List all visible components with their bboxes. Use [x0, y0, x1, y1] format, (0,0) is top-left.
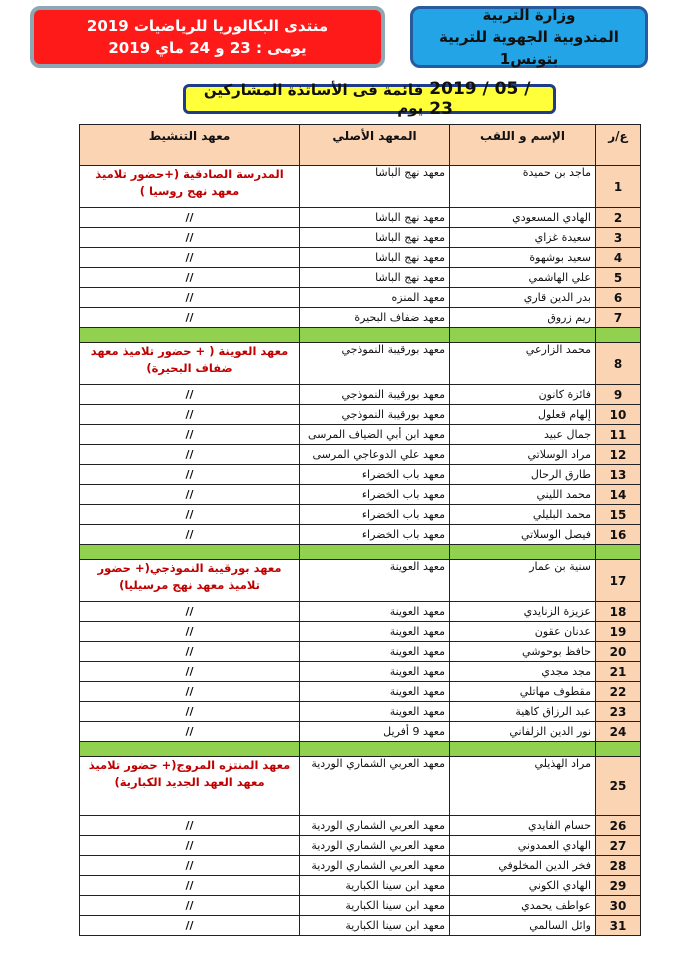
participant-name: محمد الزارعي [450, 343, 596, 385]
table-row [80, 465, 641, 485]
table-row [80, 642, 641, 662]
table-row [80, 248, 641, 268]
table-row [80, 308, 641, 328]
list-date: 2019 / 05 / 23 [429, 79, 531, 119]
original-school: معهد العربي الشماري الوردية [300, 757, 450, 816]
participant-name: محمد الليني [450, 485, 596, 505]
activity-school: // [80, 622, 300, 642]
row-number: 20 [596, 642, 641, 662]
original-school: معهد بورقيبة النموذجي [300, 385, 450, 405]
activity-school: // [80, 248, 300, 268]
table-row [80, 602, 641, 622]
forum-title: منتدى البكالوريا للرياضيات 2019 [86, 17, 329, 35]
row-number: 23 [596, 702, 641, 722]
original-school: معهد العوينة [300, 662, 450, 682]
activity-school: // [80, 602, 300, 622]
table-row [80, 288, 641, 308]
participant-name: الهادي الكوني [450, 876, 596, 896]
original-school: معهد العوينة [300, 682, 450, 702]
participant-name: مراد الوسلاتي [450, 445, 596, 465]
participant-name: عبد الرزاق كاهية [450, 702, 596, 722]
activity-school: // [80, 896, 300, 916]
header-activity-school: معهد التنشيط [80, 125, 300, 166]
table-row [80, 166, 641, 208]
list-title-box [183, 79, 556, 119]
row-number: 14 [596, 485, 641, 505]
activity-school: // [80, 288, 300, 308]
activity-school [80, 560, 300, 602]
table-row [80, 208, 641, 228]
table-header-row [80, 125, 641, 166]
activity-school [80, 343, 300, 385]
row-number: 17 [596, 560, 641, 602]
activity-school: // [80, 702, 300, 722]
row-number: 26 [596, 816, 641, 836]
table-row [80, 702, 641, 722]
original-school: معهد باب الخضراء [300, 505, 450, 525]
original-school: معهد العوينة [300, 702, 450, 722]
activity-school-highlight: معهد المنتزه المروج(+ حضور تلاميذ معهد العهد الجديد الكبارية) [88, 758, 291, 789]
header-num: ع/ر [596, 125, 641, 166]
table-row [80, 836, 641, 856]
row-number: 10 [596, 405, 641, 425]
participant-name: عزيزة الزنايدي [450, 602, 596, 622]
participant-name: جمال عبيد [450, 425, 596, 445]
separator-cell [300, 545, 450, 560]
original-school: معهد بورقيبة النموذجي [300, 343, 450, 385]
row-number: 8 [596, 343, 641, 385]
original-school: معهد ابن سينا الكبارية [300, 916, 450, 936]
activity-school: // [80, 836, 300, 856]
original-school: معهد العربي الشماري الوردية [300, 836, 450, 856]
activity-school-highlight: معهد بورقيبة النموذجي(+ حضور تلاميذ معهد نهج مرسيليا) [97, 561, 282, 592]
row-number: 11 [596, 425, 641, 445]
participant-name: الهادي المسعودي [450, 208, 596, 228]
row-number: 16 [596, 525, 641, 545]
table-row [80, 405, 641, 425]
participant-name: سعيدة غزاي [450, 228, 596, 248]
row-number: 3 [596, 228, 641, 248]
list-title: قائمة فى الأساتذة المشاركين يوم [203, 81, 424, 117]
participant-name: حسام الفايدي [450, 816, 596, 836]
row-number: 30 [596, 896, 641, 916]
row-number: 27 [596, 836, 641, 856]
original-school: معهد باب الخضراء [300, 525, 450, 545]
original-school: معهد نهج الباشا [300, 166, 450, 208]
separator-cell [450, 545, 596, 560]
row-number: 5 [596, 268, 641, 288]
ministry-name: وزارة التربية [482, 6, 576, 24]
participant-name: ماجد بن حميدة [450, 166, 596, 208]
table-row [80, 816, 641, 836]
original-school: معهد 9 أفريل [300, 722, 450, 742]
activity-school: // [80, 662, 300, 682]
row-number: 9 [596, 385, 641, 405]
row-number: 2 [596, 208, 641, 228]
header-original-school: المعهد الأصلي [300, 125, 450, 166]
original-school: معهد العربي الشماري الوردية [300, 856, 450, 876]
activity-school: // [80, 525, 300, 545]
forum-dates: يومى : 23 و 24 ماي 2019 [108, 39, 307, 57]
table-row [80, 485, 641, 505]
group-separator-row [80, 742, 641, 757]
table-row [80, 268, 641, 288]
row-number: 19 [596, 622, 641, 642]
table-row [80, 682, 641, 702]
original-school: معهد نهج الباشا [300, 208, 450, 228]
separator-cell [80, 328, 300, 343]
separator-cell [80, 742, 300, 757]
activity-school [80, 166, 300, 208]
separator-cell [450, 328, 596, 343]
original-school: معهد نهج الباشا [300, 248, 450, 268]
separator-cell [596, 742, 641, 757]
activity-school: // [80, 876, 300, 896]
participant-name: إلهام قعلول [450, 405, 596, 425]
table-row [80, 722, 641, 742]
activity-school: // [80, 856, 300, 876]
activity-school: // [80, 208, 300, 228]
activity-school: // [80, 816, 300, 836]
table-row [80, 757, 641, 816]
original-school: معهد العوينة [300, 642, 450, 662]
activity-school-highlight: معهد العوينة ( + حضور تلاميذ معهد ضفاف البحيرة) [90, 344, 289, 375]
row-number: 1 [596, 166, 641, 208]
activity-school-highlight: المدرسة الصادقية (+حضور تلاميذ معهد نهج روسيا ) [95, 167, 284, 198]
table-row [80, 425, 641, 445]
table-row [80, 896, 641, 916]
row-number: 28 [596, 856, 641, 876]
separator-cell [450, 742, 596, 757]
row-number: 12 [596, 445, 641, 465]
table-row [80, 662, 641, 682]
original-school: معهد العربي الشماري الوردية [300, 816, 450, 836]
table-row [80, 385, 641, 405]
table-body [80, 166, 641, 936]
original-school: معهد المنزه [300, 288, 450, 308]
activity-school: // [80, 385, 300, 405]
participant-name: سعيد بوشهوة [450, 248, 596, 268]
activity-school: // [80, 425, 300, 445]
row-number: 29 [596, 876, 641, 896]
participant-name: محمد البليلي [450, 505, 596, 525]
activity-school: // [80, 405, 300, 425]
original-school: معهد باب الخضراء [300, 465, 450, 485]
ministry-info-box [410, 6, 648, 68]
row-number: 25 [596, 757, 641, 816]
participant-name: علي الهاشمي [450, 268, 596, 288]
original-school: معهد نهج الباشا [300, 268, 450, 288]
activity-school: // [80, 308, 300, 328]
row-number: 13 [596, 465, 641, 485]
participant-name: بدر الدين قاري [450, 288, 596, 308]
table-row [80, 622, 641, 642]
participant-name: عدنان عقون [450, 622, 596, 642]
original-school: معهد بورقيبة النموذجي [300, 405, 450, 425]
participant-name: ريم زروق [450, 308, 596, 328]
activity-school [80, 757, 300, 816]
separator-cell [80, 545, 300, 560]
participant-name: طارق الرحال [450, 465, 596, 485]
participant-name: حافظ بوحوشي [450, 642, 596, 662]
original-school: معهد ابن سينا الكبارية [300, 876, 450, 896]
participant-name: نور الدين الزلفاني [450, 722, 596, 742]
row-number: 31 [596, 916, 641, 936]
row-number: 15 [596, 505, 641, 525]
separator-cell [596, 328, 641, 343]
participant-name: وائل السالمي [450, 916, 596, 936]
activity-school: // [80, 642, 300, 662]
participant-name: مقطوف مهاتلي [450, 682, 596, 702]
group-separator-row [80, 545, 641, 560]
original-school: معهد ضفاف البحيرة [300, 308, 450, 328]
activity-school: // [80, 722, 300, 742]
original-school: معهد نهج الباشا [300, 228, 450, 248]
table-row [80, 560, 641, 602]
table-row [80, 876, 641, 896]
participants-table [79, 124, 641, 936]
activity-school: // [80, 445, 300, 465]
original-school: معهد العوينة [300, 602, 450, 622]
separator-cell [596, 545, 641, 560]
activity-school: // [80, 916, 300, 936]
row-number: 4 [596, 248, 641, 268]
participant-name: مراد الهذيلي [450, 757, 596, 816]
participant-name: عواطف يحمدي [450, 896, 596, 916]
activity-school: // [80, 465, 300, 485]
participant-name: الهادي العمدوني [450, 836, 596, 856]
row-number: 21 [596, 662, 641, 682]
original-school: معهد ابن سينا الكبارية [300, 896, 450, 916]
forum-info-box [30, 6, 385, 68]
participant-name: سنية بن عمار [450, 560, 596, 602]
participant-name: فائزة كانون [450, 385, 596, 405]
activity-school: // [80, 485, 300, 505]
table-row [80, 856, 641, 876]
table-row [80, 228, 641, 248]
row-number: 22 [596, 682, 641, 702]
original-school: معهد العوينة [300, 622, 450, 642]
table-row [80, 343, 641, 385]
original-school: معهد علي الدوعاجي المرسى [300, 445, 450, 465]
original-school: معهد العوينة [300, 560, 450, 602]
row-number: 6 [596, 288, 641, 308]
table-row [80, 916, 641, 936]
activity-school: // [80, 682, 300, 702]
participant-name: مجد مجدي [450, 662, 596, 682]
table-row [80, 525, 641, 545]
table-row [80, 445, 641, 465]
row-number: 7 [596, 308, 641, 328]
participant-name: فيصل الوسلاتي [450, 525, 596, 545]
activity-school: // [80, 505, 300, 525]
activity-school: // [80, 228, 300, 248]
activity-school: // [80, 268, 300, 288]
original-school: معهد ابن أبي الضياف المرسى [300, 425, 450, 445]
row-number: 18 [596, 602, 641, 622]
group-separator-row [80, 328, 641, 343]
original-school: معهد باب الخضراء [300, 485, 450, 505]
participant-name: فخر الدين المخلوفي [450, 856, 596, 876]
table-row [80, 505, 641, 525]
regional-office: المندوبية الجهوية للتربية بتونس1 [439, 28, 619, 68]
separator-cell [300, 742, 450, 757]
separator-cell [300, 328, 450, 343]
header-name: الإسم و اللقب [450, 125, 596, 166]
row-number: 24 [596, 722, 641, 742]
